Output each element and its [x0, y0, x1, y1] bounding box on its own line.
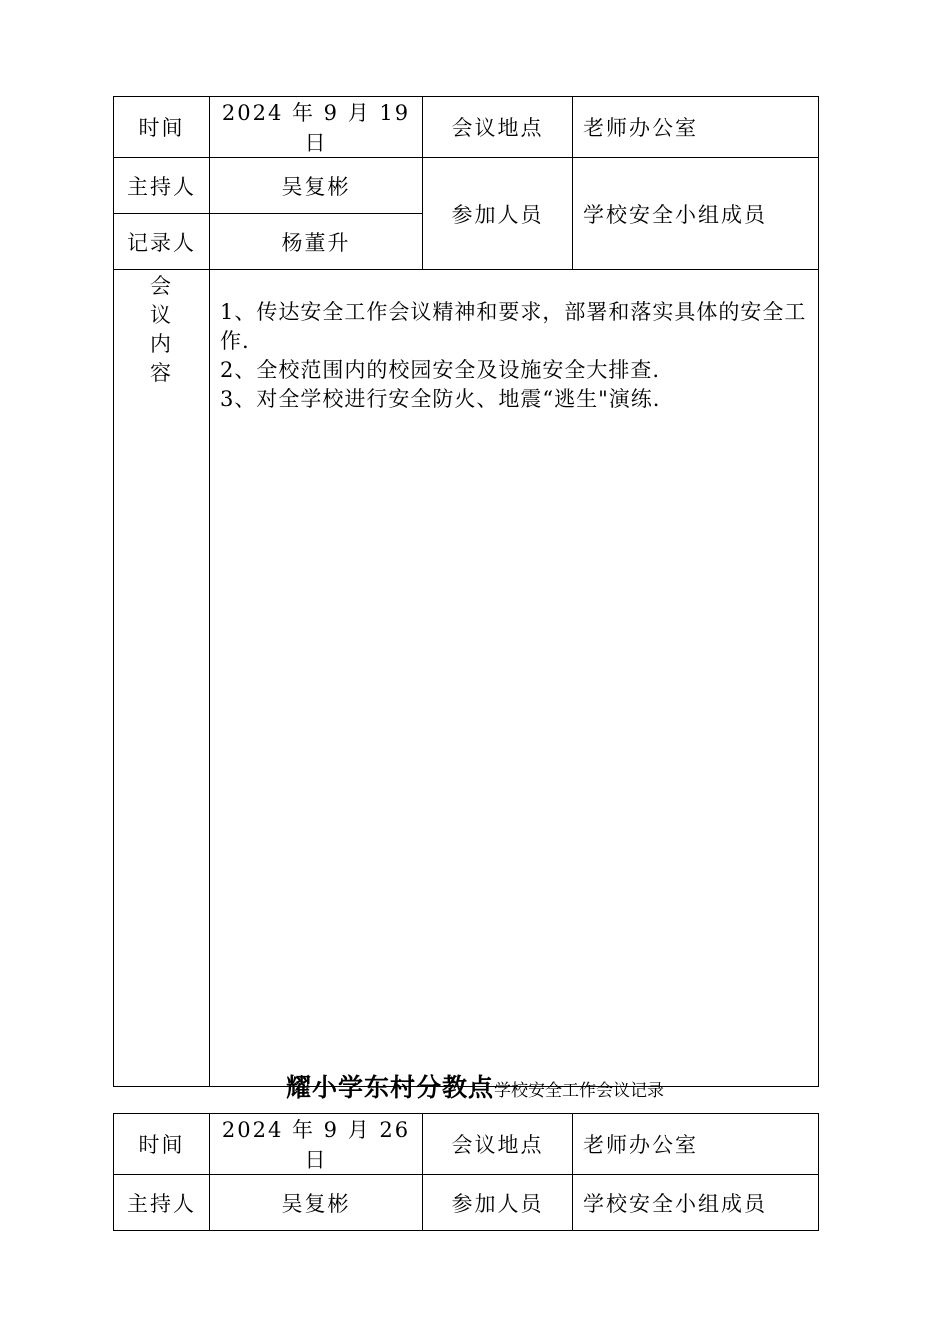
host-value: 吴复彬 [210, 158, 423, 214]
place-label: 会议地点 [423, 97, 573, 158]
content-label-char: 会 [150, 274, 173, 298]
content-label [114, 270, 210, 1087]
heading-school-name: 耀小学东村分教点 [285, 1073, 494, 1102]
content-line: 2、全校范围内的校园安全及设施安全大排查. [220, 358, 661, 382]
host-value: 吴复彬 [210, 1175, 423, 1231]
meeting-record-table-1 [113, 96, 819, 1087]
participants-value: 学校安全小组成员 [573, 158, 819, 270]
host-label: 主持人 [114, 158, 210, 214]
time-value: 2024 年 9 月 26 日 [210, 1114, 423, 1175]
time-value: 2024 年 9 月 19 日 [210, 97, 423, 158]
place-value: 老师办公室 [573, 97, 819, 158]
content-line: 1、传达安全工作会议精神和要求，部署和落实具体的安全工作. [220, 300, 807, 353]
recorder-value: 杨董升 [210, 214, 423, 270]
content-label-char: 容 [150, 361, 173, 385]
meeting-record-table-2 [113, 1113, 819, 1231]
place-label: 会议地点 [423, 1114, 573, 1175]
record-heading [0, 1068, 950, 1104]
time-label: 时间 [114, 97, 210, 158]
participants-label: 参加人员 [423, 1175, 573, 1231]
place-value: 老师办公室 [573, 1114, 819, 1175]
content-label-char: 议 [150, 303, 173, 327]
host-label: 主持人 [114, 1175, 210, 1231]
meeting-content [210, 270, 819, 1087]
content-label-char: 内 [150, 332, 173, 356]
participants-label: 参加人员 [423, 158, 573, 270]
content-line: 3、对全学校进行安全防火、地震“逃生"演练. [220, 387, 661, 411]
heading-record-title: 学校安全工作会议记录 [494, 1081, 664, 1101]
time-label: 时间 [114, 1114, 210, 1175]
participants-value: 学校安全小组成员 [573, 1175, 819, 1231]
recorder-label: 记录人 [114, 214, 210, 270]
